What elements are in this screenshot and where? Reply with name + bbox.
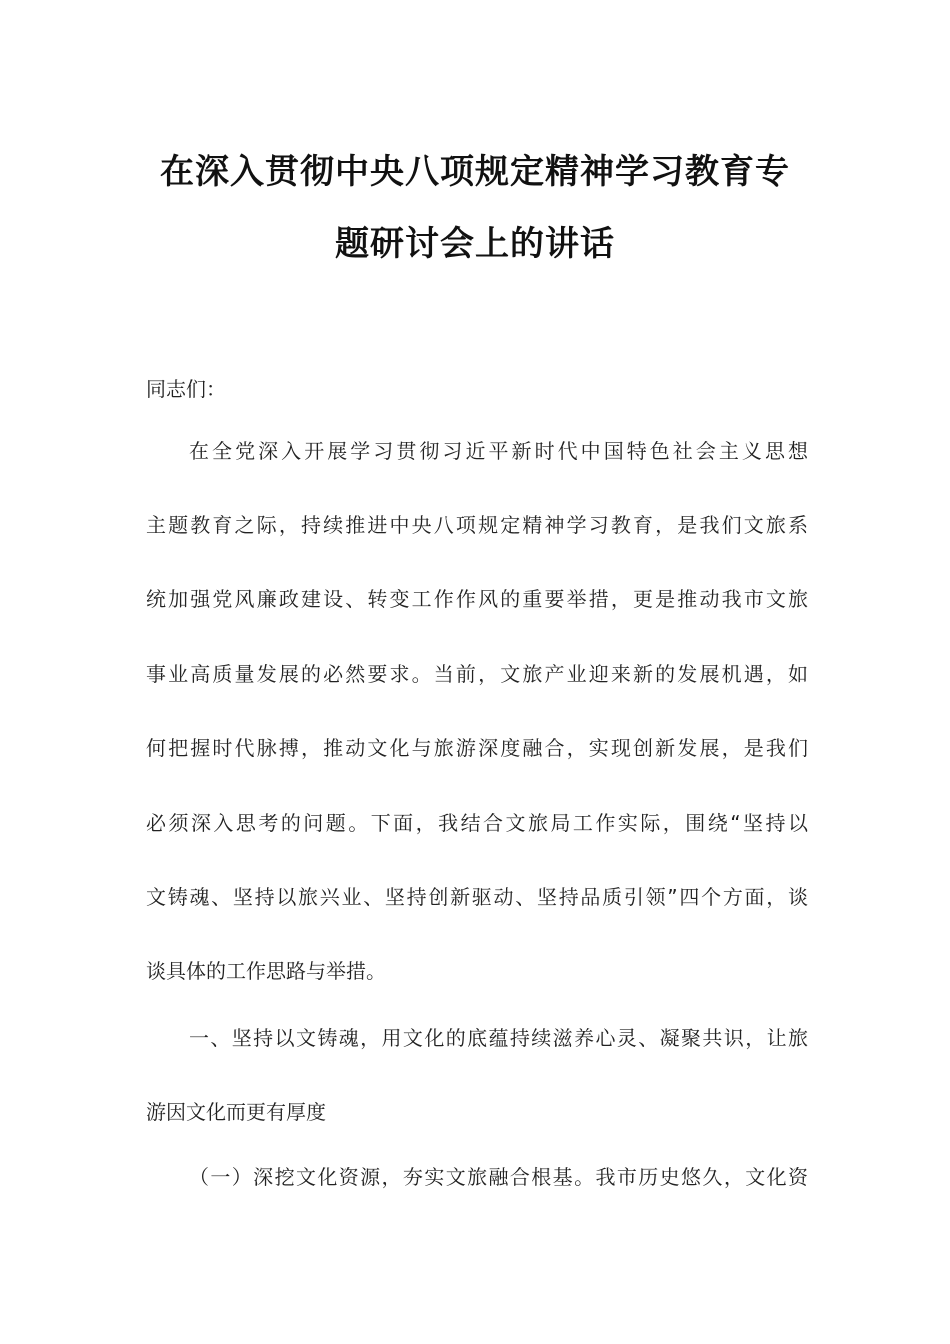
salutation: 同志们： <box>146 377 226 401</box>
body-line: 在全党深入开展学习贯彻习近平新时代中国特色社会主义思想 <box>189 439 808 463</box>
document-title-line-2: 题研讨会上的讲话 <box>335 224 615 264</box>
body-line: 统加强党风廉政建设、转变工作作风的重要举措，更是推动我市文旅 <box>146 587 808 611</box>
body-line: 何把握时代脉搏，推动文化与旅游深度融合，实现创新发展，是我们 <box>146 736 808 760</box>
section-heading-line: 游因文化而更有厚度 <box>146 1100 326 1124</box>
document-title-line-1: 在深入贯彻中央八项规定精神学习教育专 <box>160 152 790 192</box>
body-line: 主题教育之际，持续推进中央八项规定精神学习教育，是我们文旅系 <box>146 513 808 537</box>
body-line: 事业高质量发展的必然要求。当前，文旅产业迎来新的发展机遇，如 <box>146 662 808 686</box>
body-line: 必须深入思考的问题。下面，我结合文旅局工作实际，围绕“坚持以 <box>146 811 808 835</box>
body-line: 文铸魂、坚持以旅兴业、坚持创新驱动、坚持品质引领”四个方面，谈 <box>146 885 808 909</box>
section-heading-line: 一、坚持以文铸魂，用文化的底蕴持续滋养心灵、凝聚共识，让旅 <box>189 1026 808 1050</box>
body-line: 谈具体的工作思路与举措。 <box>146 959 386 983</box>
subsection-line: （一）深挖文化资源，夯实文旅融合根基。我市历史悠久，文化资 <box>189 1165 808 1189</box>
